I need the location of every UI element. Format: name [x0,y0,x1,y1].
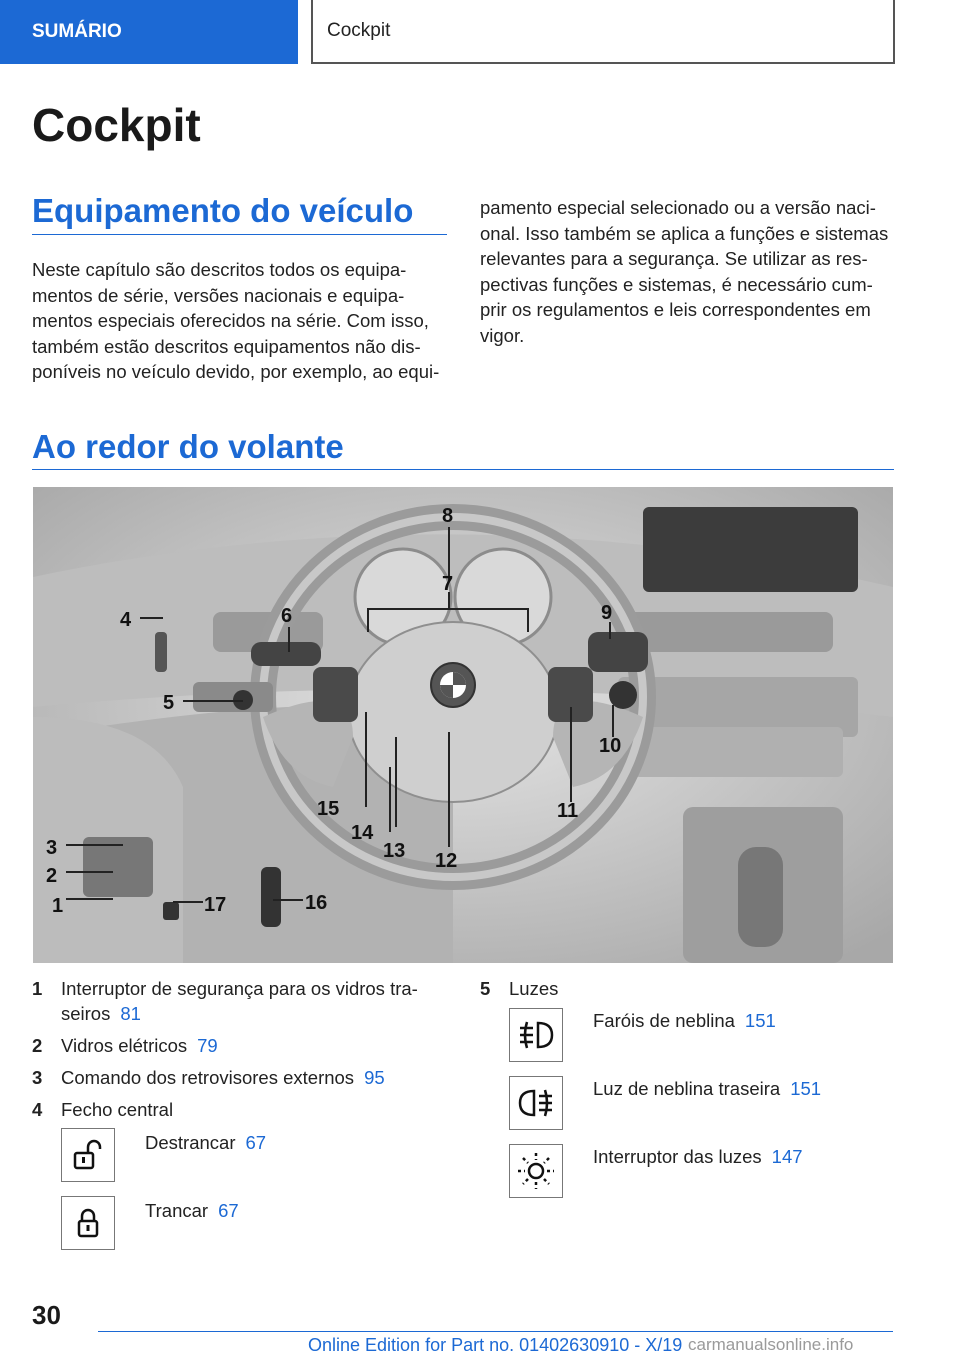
list-item: Interruptor das luzes 147 [593,1146,803,1167]
section-heading-equipment: Equipamento do veículo [32,192,414,229]
list-item: 3 Comando dos retrovisores externos 95 [32,1067,385,1088]
intro-column-1: Neste capítulo são descritos todos os equipa- mentos de série, versões nacionais e equipa- mentos especiais oferecidos na série. Com isso, também estão descritos equipamentos não dis- poníveis no veículo devido, por exemplo, ao equi- [32,259,440,382]
callout-17: 17 [204,894,227,916]
page-link[interactable]: 79 [197,1035,218,1056]
section-heading-steering: Ao redor do volante [32,428,344,465]
unlock-icon [61,1128,115,1182]
front-fog-light-icon [509,1008,563,1062]
callout-2: 2 [46,865,58,887]
callout-7: 7 [442,573,454,595]
callout-8: 8 [442,505,454,527]
callout-12: 12 [435,850,458,872]
intro-column-2: pamento especial selecionado ou a versão naci- onal. Isso também se aplica a funções e sistemas relevantes para a segurança. Se utilizar as res- pectivas funções e sistemas, é necessário cum- prir os regulamentos e leis correspondentes em vigor. [480,197,889,346]
page-title: Cockpit [32,99,201,151]
page-link[interactable]: 151 [744,1010,776,1031]
edition-info: Online Edition for Part no. 01402630910 - X/19 [308,1335,683,1355]
list-item: 2 Vidros elétricos 79 [32,1035,218,1056]
callout-11: 11 [557,800,579,822]
callout-15: 15 [317,798,340,820]
callout-1: 1 [52,895,64,917]
callout-6: 6 [281,605,293,627]
cockpit-illustration [33,487,893,963]
page-link[interactable]: 151 [790,1078,822,1099]
page-link[interactable]: 67 [245,1132,267,1153]
list-item: Trancar 67 [145,1200,239,1221]
callout-4: 4 [120,609,132,631]
watermark: carmanualsonline.info [688,1335,854,1354]
callout-13: 13 [383,840,406,862]
page-link[interactable]: 147 [771,1146,803,1167]
list-item: 1 Interruptor de segurança para os vidros tra- seiros 81 [32,978,418,1024]
page-number: 30 [32,1300,61,1330]
heading-rule-2 [32,469,894,470]
list-item: 5 Luzes [480,978,559,999]
callout-16: 16 [305,892,328,914]
light-switch-icon [509,1144,563,1198]
list-item: Faróis de neblina 151 [593,1010,776,1031]
heading-rule [32,234,447,235]
page-link[interactable]: 81 [120,1003,141,1024]
list-item: Destrancar 67 [145,1132,267,1153]
rear-fog-light-icon [509,1076,563,1130]
callout-5: 5 [163,692,175,714]
callout-9: 9 [601,602,613,624]
toc-tab[interactable]: SUMÁRIO [0,0,298,64]
lock-icon [61,1196,115,1250]
page-link[interactable]: 95 [364,1067,385,1088]
footer-rule [98,1331,893,1332]
callout-10: 10 [599,735,622,757]
section-tab: Cockpit [311,0,895,64]
callout-3: 3 [46,837,58,859]
callout-14: 14 [351,822,374,844]
list-item: Luz de neblina traseira 151 [593,1078,822,1099]
list-item: 4 Fecho central [32,1099,174,1120]
page-link[interactable]: 67 [218,1200,239,1221]
